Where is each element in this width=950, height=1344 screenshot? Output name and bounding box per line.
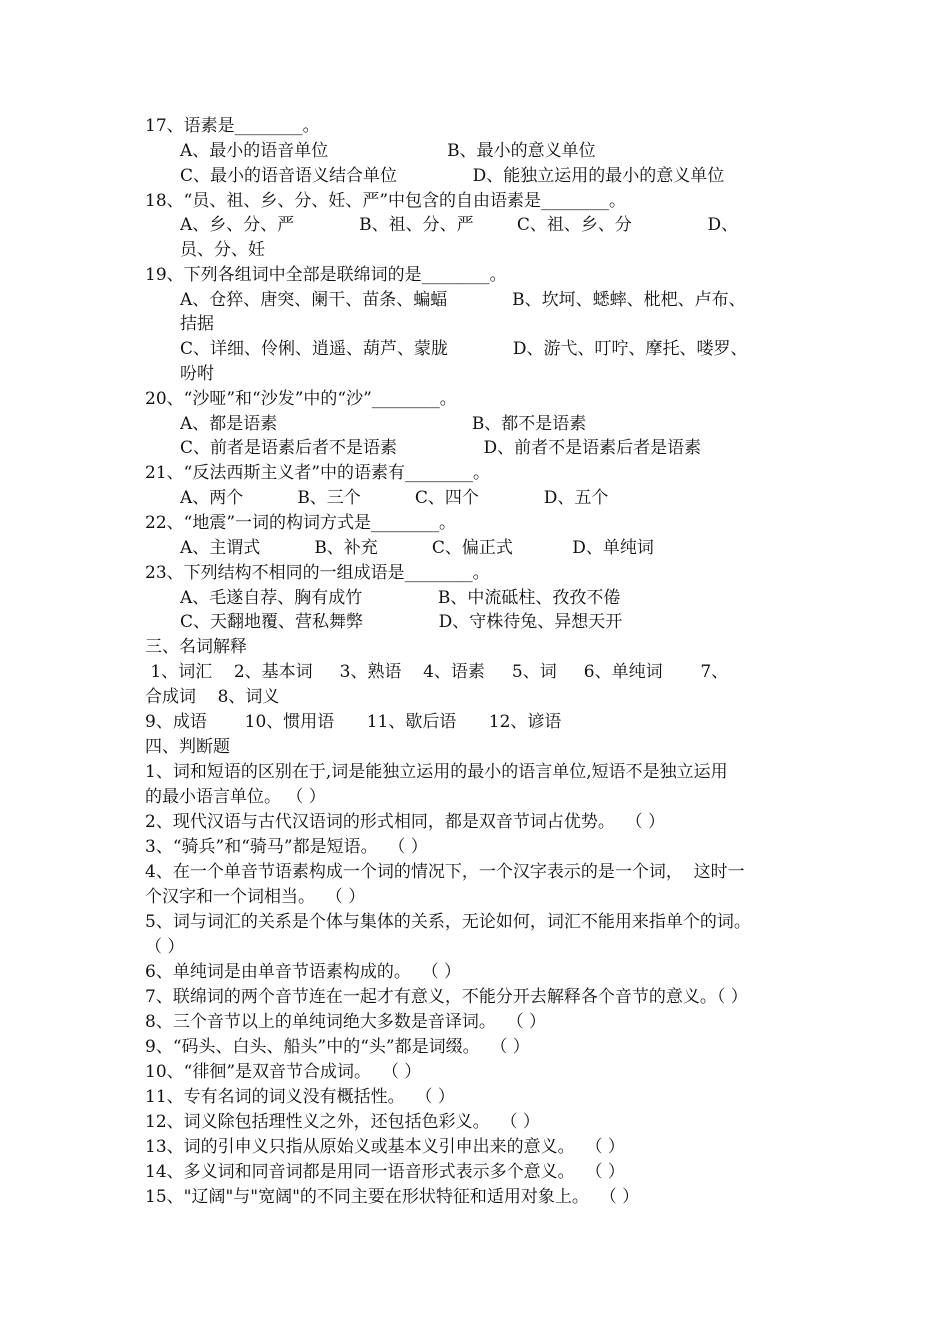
judgment-line: 15、"辽阔"与"宽阔"的不同主要在形状特征和适用对象上。 （ ） [145, 1187, 640, 1207]
terms-line-2: 合成词 8、词义 [145, 687, 280, 707]
question-17-options-1: A、最小的语音单位 B、最小的意义单位 [180, 141, 596, 161]
question-20-stem: 20、“沙哑”和“沙发”中的“沙”________。 [145, 389, 457, 409]
question-23-stem: 23、下列结构不相同的一组成语是________。 [145, 563, 490, 583]
question-21-options-1: A、两个 B、三个 C、四个 D、五个 [180, 488, 609, 508]
judgment-line: （ ） [145, 937, 185, 957]
judgment-line: 12、词义除包括理性义之外，还包括色彩义。 （ ） [145, 1112, 540, 1132]
terms-line-1: 1、词汇 2、基本词 3、熟语 4、语素 5、词 6、单纯词 7、 [145, 662, 729, 682]
question-19-stem: 19、下列各组词中全部是联绵词的是________。 [145, 265, 507, 285]
question-19-options-1: A、仓猝、唐突、阑干、苗条、蝙蝠 B、坎坷、蟋蟀、枇杷、卢布、 [180, 290, 746, 310]
judgment-line: 5、词与词汇的关系是个体与集体的关系，无论如何，词汇不能用来指单个的词。 [145, 912, 751, 932]
judgment-line: 11、专有名词的词义没有概括性。 （ ） [145, 1087, 455, 1107]
section-4-heading: 四、判断题 [145, 737, 230, 757]
question-21-stem: 21、“反法西斯主义者”中的语素有________。 [145, 463, 491, 483]
judgment-line: 个汉字和一个词相当。 （ ） [145, 887, 366, 907]
question-19-options-4: 吩咐 [180, 364, 214, 384]
question-18-stem: 18、“员、祖、乡、分、妊、严”中包含的自由语素是________。 [145, 191, 627, 211]
judgment-line: 6、单纯词是由单音节语素构成的。 （ ） [145, 962, 462, 982]
question-22-stem: 22、“地震”一词的构词方式是________。 [145, 513, 457, 533]
judgment-line: 9、“码头、白头、船头”中的“头”都是词缀。 （ ） [145, 1037, 530, 1057]
judgment-line: 13、词的引申义只指从原始义或基本义引申出来的意义。 （ ） [145, 1137, 625, 1157]
question-23-options-1: A、毛遂自荐、胸有成竹 B、中流砥柱、孜孜不倦 [180, 588, 621, 608]
terms-line-3: 9、成语 10、惯用语 11、歇后语 12、谚语 [145, 712, 562, 732]
section-3-heading: 三、名词解释 [145, 637, 247, 657]
question-19-options-3: C、详细、伶俐、逍遥、葫芦、蒙胧 D、游弋、叮咛、摩托、喽罗、 [180, 339, 748, 359]
question-17-options-2: C、最小的语音语义结合单位 D、能独立运用的最小的意义单位 [180, 166, 725, 186]
judgment-line: 14、多义词和同音词都是用同一语音形式表示多个意义。 （ ） [145, 1162, 625, 1182]
question-19-options-2: 拮据 [180, 314, 214, 334]
question-20-options-1: A、都是语素 B、都不是语素 [180, 414, 587, 434]
question-18-options-1: A、乡、分、严 B、祖、分、严 C、祖、乡、分 D、 [180, 215, 739, 235]
question-22-options-1: A、主谓式 B、补充 C、偏正式 D、单纯词 [180, 538, 654, 558]
judgment-line: 10、“徘徊”是双音节合成词。 （ ） [145, 1062, 422, 1082]
question-23-options-2: C、天翻地覆、营私舞弊 D、守株待兔、异想天开 [180, 612, 623, 632]
judgment-line: 1、词和短语的区别在于,词是能独立运用的最小的语言单位,短语不是独立运用 [145, 762, 728, 782]
judgment-line: 3、“骑兵”和“骑马”都是短语。 （ ） [145, 837, 428, 857]
question-18-options-2: 员、分、妊 [180, 240, 265, 260]
question-20-options-2: C、前者是语素后者不是语素 D、前者不是语素后者是语素 [180, 438, 702, 458]
judgment-line: 4、在一个单音节语素构成一个词的情况下，一个汉字表示的是一个词， 这时一 [145, 862, 745, 882]
judgment-line: 8、三个音节以上的单纯词绝大多数是音译词。 （ ） [145, 1012, 547, 1032]
judgment-line: 7、联绵词的两个音节连在一起才有意义，不能分开去解释各个音节的意义。（ ） [145, 987, 748, 1007]
question-17-stem: 17、语素是________。 [145, 116, 320, 136]
judgment-line: 的最小语言单位。 （ ） [145, 787, 326, 807]
judgment-line: 2、现代汉语与古代汉语词的形式相同，都是双音节词占优势。 （ ） [145, 812, 666, 832]
